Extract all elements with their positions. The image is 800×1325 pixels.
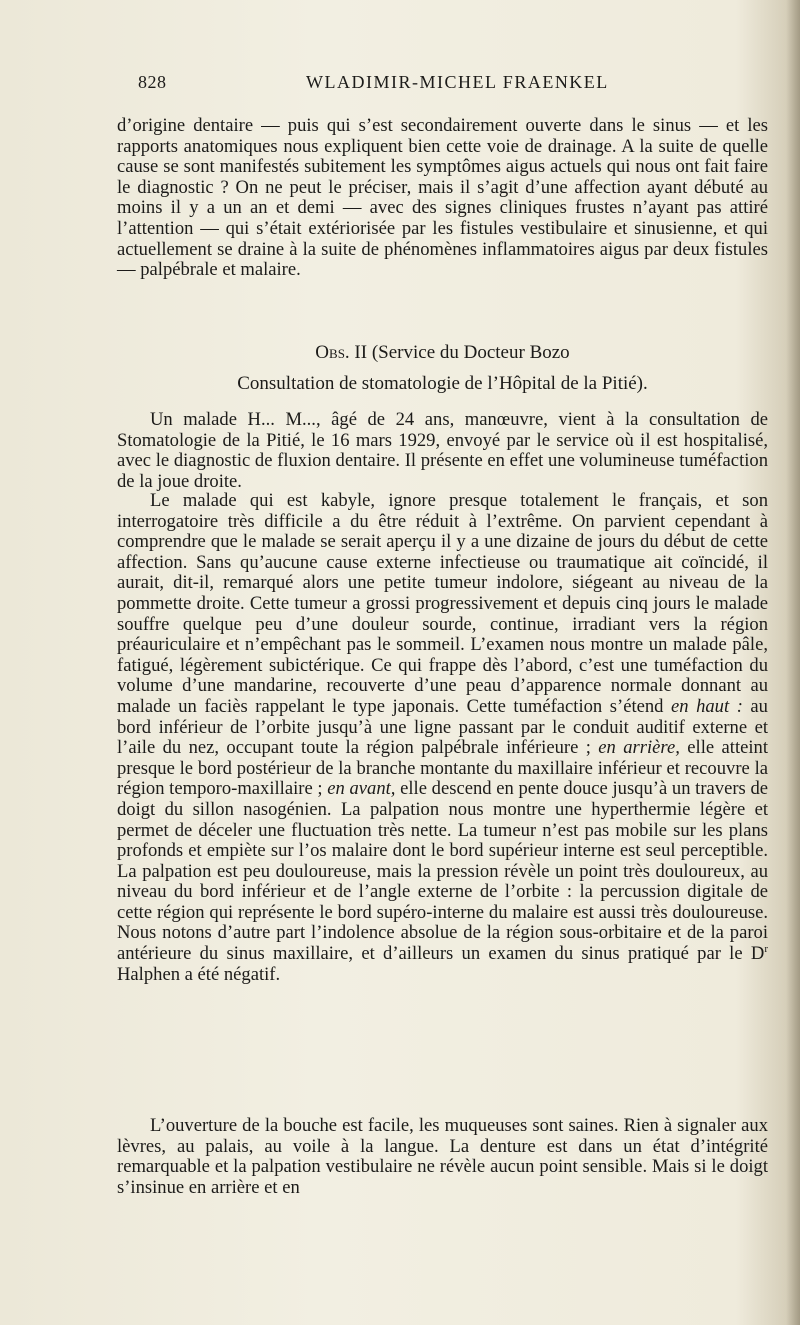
observation-label: Obs. [315, 342, 350, 363]
paragraph-1-text: d’origine dentaire — puis qui s’est secondairement ouverte dans le sinus — et les rapports anatomiques nous expliquent bien cette voie de drainage. A la suite de quelle cause se sont manifestés subitement les symptômes aigus actuels qui nous ont fait faire le diagnostic ? On ne peut le préciser, mais il s’agit d’une affection ayant débuté au moins il y a un an et demi — avec des signes cliniques frustes n’ayant pas attiré l’attention — qui s’était extériorisée par les fistules vestibulaire et sinusienne, et qui actuellement se draine à la suite de phénomènes inflammatoires aigus par deux fistules — palpébrale et malaire. [117, 115, 768, 281]
page-edge-shadow [786, 0, 800, 1325]
running-head: WLADIMIR-MICHEL FRAENKEL [306, 72, 609, 92]
observation-title [117, 342, 768, 364]
page-header [138, 72, 740, 96]
doctor-superscript: r [764, 942, 768, 955]
paragraph-mouth-exam [117, 1116, 768, 1198]
paragraph-3-part-3: elle atteint presque le bord postérieur de la branche montante du maxillaire inférieur et recouvre la région temporo-maxillaire ; [117, 737, 768, 800]
paragraph-3-text [117, 491, 768, 985]
paragraph-3-part-2: au bord inférieur de l’orbite jusqu’à une ligne passant par le conduit auditif externe et l’aile du nez, occupant toute la région palpébrale inférieure ; [117, 695, 768, 759]
paragraph-3-part-1: Le malade qui est kabyle, ignore presque totalement le français, et son interrogatoire très difficile a du être réduit à l’extrême. On parvient cependant à comprendre que le malade se serait aperçu il y a une dizaine de jours du début de cette affection. Sans qu’aucune cause externe infectieuse ou traumatique ait coïncidé, il aurait, dit-il, remarqué alors une petite tumeur indolore, siégeant au niveau de la pommette droite. Cette tumeur a grossi progressivement et depuis cinq jours le malade souffre quelque peu d’une douleur sourde, continue, irradiant vers la région préauriculaire et n’empêchant pas le sommeil. L’examen nous montre un malade pâle, fatigué, légèrement subictérique. Ce qui frappe dès l’abord, c’est une tuméfaction du volume d’une mandarine, recouverte d’une peau d’apparence normale donnant au malade un faciès rappelant le type japonais. Cette tuméfaction s’étend [117, 490, 768, 717]
paragraph-4-text: L’ouverture de la bouche est facile, les muqueuses sont saines. Rien à signaler aux lèvres, au palais, au voile à la langue. La denture est dans un état d’intégrité remarquable et la palpation vestibulaire ne révèle aucun point sensible. Mais si le doigt s’insinue en arrière et en [117, 1115, 768, 1198]
paragraph-3-emphasis-1: en haut : [671, 695, 743, 717]
paragraph-continued [117, 116, 768, 281]
paragraph-examination [117, 491, 768, 985]
observation-subtitle: Consultation de stomatologie de l’Hôpital de la Pitié). [237, 373, 648, 394]
page-number: 828 [138, 72, 167, 92]
paragraph-3-emphasis-3: en avant, [327, 778, 396, 800]
paragraph-3-emphasis-2: en arrière, [598, 737, 680, 759]
paragraph-case-intro [117, 410, 768, 492]
paragraph-3-part-5: Halphen a été négatif. [117, 963, 281, 985]
paragraph-2-text: Un malade H... M..., âgé de 24 ans, manœuvre, vient à la consultation de Stomatologie de la Pitié, le 16 mars 1929, envoyé par le service où il est hospitalisé, avec le diagnostic de fluxion dentaire. Il présente en effet une volumineuse tuméfaction de la joue droite. [117, 409, 768, 492]
paragraph-3-part-4: elle descend en pente douce jusqu’à un travers de doigt du sillon nasogénien. La palpation nous montre une hyperthermie légère et permet de déceler une fluctuation très nette. La tumeur n’est pas mobile sur les plans profonds et empiète sur l’os malaire dont le bord supérieur interne est seul perceptible. La palpation est peu douloureuse, mais la pression révèle un point très douloureux, au niveau du bord inférieur et de l’angle externe de l’orbite : la percussion digitale de cette région qui représente le bord supéro-interne du malaire est aussi très douloureuse. Nous notons d’autre part l’indolence absolue de la région sous-orbitaire et de la paroi antérieure du sinus maxillaire, et d’ailleurs un examen du sinus pratiqué par le D [117, 778, 768, 965]
observation-title-text: II (Service du Docteur Bozo [354, 342, 570, 363]
